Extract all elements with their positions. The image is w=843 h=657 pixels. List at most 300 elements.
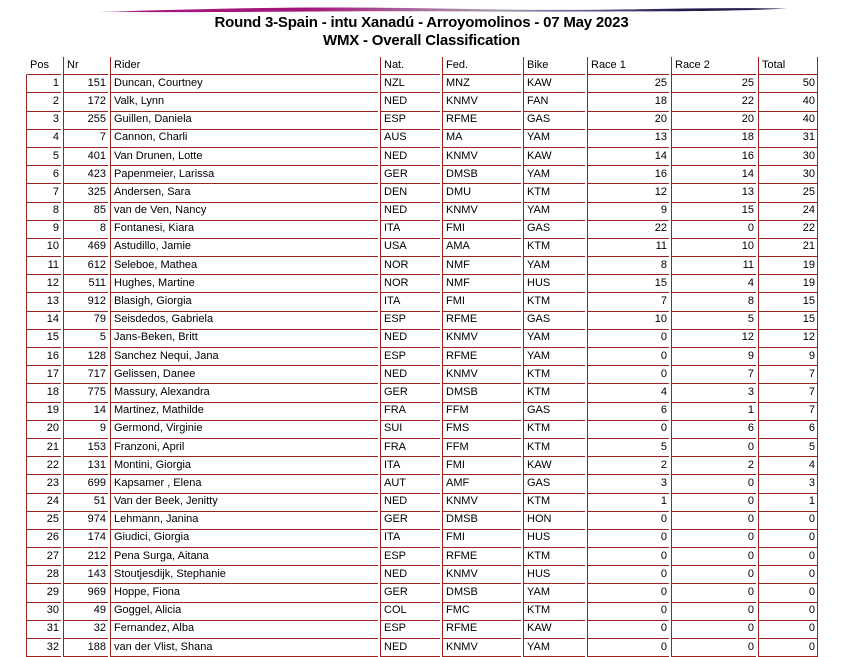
- table-row: [26, 221, 818, 239]
- cell-pos: 3: [26, 112, 61, 130]
- cell-nat: NZL: [380, 75, 440, 93]
- cell-pos: 19: [26, 403, 61, 421]
- cell-total: 0: [758, 584, 818, 602]
- cell-fed: FMS: [442, 421, 521, 439]
- cell-race1: 0: [587, 366, 669, 384]
- cell-nr: 325: [63, 184, 108, 202]
- cell-race2: 13: [671, 184, 756, 202]
- cell-total: 25: [758, 184, 818, 202]
- cell-bike: KAW: [523, 621, 585, 639]
- table-header-row: [26, 57, 818, 75]
- cell-pos: 10: [26, 239, 61, 257]
- table-row: [26, 275, 818, 293]
- cell-bike: KTM: [523, 494, 585, 512]
- table-row: [26, 75, 818, 93]
- cell-race1: 22: [587, 221, 669, 239]
- cell-fed: DMSB: [442, 384, 521, 402]
- column-header-bike: Bike: [523, 57, 585, 75]
- cell-bike: KTM: [523, 184, 585, 202]
- cell-race2: 0: [671, 221, 756, 239]
- cell-fed: FMI: [442, 221, 521, 239]
- cell-rider: Andersen, Sara: [110, 184, 378, 202]
- cell-pos: 18: [26, 384, 61, 402]
- cell-race1: 8: [587, 257, 669, 275]
- cell-rider: Stoutjesdijk, Stephanie: [110, 566, 378, 584]
- cell-race1: 12: [587, 184, 669, 202]
- table-row: [26, 257, 818, 275]
- cell-pos: 27: [26, 548, 61, 566]
- cell-race2: 0: [671, 621, 756, 639]
- cell-race1: 10: [587, 312, 669, 330]
- cell-fed: FMI: [442, 293, 521, 311]
- cell-bike: YAM: [523, 257, 585, 275]
- cell-nat: FRA: [380, 439, 440, 457]
- cell-bike: FAN: [523, 93, 585, 111]
- cell-rider: Jans-Beken, Britt: [110, 330, 378, 348]
- cell-rider: van de Ven, Nancy: [110, 203, 378, 221]
- cell-total: 5: [758, 439, 818, 457]
- cell-rider: Seleboe, Mathea: [110, 257, 378, 275]
- cell-rider: Hoppe, Fiona: [110, 584, 378, 602]
- cell-race2: 15: [671, 203, 756, 221]
- cell-race2: 0: [671, 475, 756, 493]
- cell-race1: 4: [587, 384, 669, 402]
- classification-table: [24, 57, 820, 657]
- cell-nat: COL: [380, 603, 440, 621]
- cell-rider: Pena Surga, Aitana: [110, 548, 378, 566]
- cell-rider: Franzoni, April: [110, 439, 378, 457]
- cell-bike: KTM: [523, 439, 585, 457]
- cell-total: 0: [758, 639, 818, 657]
- cell-nr: 172: [63, 93, 108, 111]
- cell-pos: 5: [26, 148, 61, 166]
- cell-fed: KNMV: [442, 330, 521, 348]
- table-row: [26, 166, 818, 184]
- cell-fed: DMSB: [442, 512, 521, 530]
- cell-bike: KTM: [523, 293, 585, 311]
- cell-fed: MNZ: [442, 75, 521, 93]
- cell-race2: 0: [671, 584, 756, 602]
- cell-pos: 12: [26, 275, 61, 293]
- cell-race1: 14: [587, 148, 669, 166]
- cell-fed: KNMV: [442, 639, 521, 657]
- cell-pos: 14: [26, 312, 61, 330]
- table-row: [26, 421, 818, 439]
- cell-pos: 32: [26, 639, 61, 657]
- cell-fed: NMF: [442, 275, 521, 293]
- cell-race2: 0: [671, 639, 756, 657]
- table-row: [26, 203, 818, 221]
- cell-pos: 28: [26, 566, 61, 584]
- cell-nr: 174: [63, 530, 108, 548]
- cell-nat: AUT: [380, 475, 440, 493]
- cell-race1: 11: [587, 239, 669, 257]
- cell-race2: 7: [671, 366, 756, 384]
- cell-rider: Massury, Alexandra: [110, 384, 378, 402]
- cell-total: 9: [758, 348, 818, 366]
- table-row: [26, 530, 818, 548]
- cell-pos: 25: [26, 512, 61, 530]
- cell-race1: 0: [587, 639, 669, 657]
- cell-nat: ESP: [380, 348, 440, 366]
- cell-nat: ITA: [380, 221, 440, 239]
- cell-pos: 23: [26, 475, 61, 493]
- cell-total: 1: [758, 494, 818, 512]
- cell-rider: Blasigh, Giorgia: [110, 293, 378, 311]
- cell-nat: ESP: [380, 548, 440, 566]
- cell-bike: KTM: [523, 548, 585, 566]
- cell-race2: 0: [671, 512, 756, 530]
- cell-bike: GAS: [523, 475, 585, 493]
- page-title: Round 3-Spain - intu Xanadú - Arroyomolinos - 07 May 2023: [214, 14, 629, 31]
- cell-rider: Seisdedos, Gabriela: [110, 312, 378, 330]
- cell-nr: 9: [63, 421, 108, 439]
- cell-rider: Valk, Lynn: [110, 93, 378, 111]
- cell-fed: KNMV: [442, 366, 521, 384]
- cell-total: 21: [758, 239, 818, 257]
- table-row: [26, 403, 818, 421]
- cell-nat: NOR: [380, 257, 440, 275]
- cell-race2: 2: [671, 457, 756, 475]
- cell-race1: 9: [587, 203, 669, 221]
- table-row: [26, 148, 818, 166]
- cell-nat: ITA: [380, 530, 440, 548]
- cell-total: 3: [758, 475, 818, 493]
- cell-nat: GER: [380, 384, 440, 402]
- cell-nat: NED: [380, 93, 440, 111]
- cell-race2: 18: [671, 130, 756, 148]
- cell-race1: 0: [587, 548, 669, 566]
- cell-nat: NED: [380, 330, 440, 348]
- cell-race2: 22: [671, 93, 756, 111]
- cell-total: 22: [758, 221, 818, 239]
- cell-race1: 0: [587, 584, 669, 602]
- cell-nat: NED: [380, 148, 440, 166]
- cell-rider: Duncan, Courtney: [110, 75, 378, 93]
- cell-fed: FFM: [442, 403, 521, 421]
- cell-nr: 131: [63, 457, 108, 475]
- cell-fed: RFME: [442, 621, 521, 639]
- cell-total: 0: [758, 548, 818, 566]
- cell-race2: 3: [671, 384, 756, 402]
- cell-nat: NED: [380, 639, 440, 657]
- cell-fed: RFME: [442, 348, 521, 366]
- cell-nat: NED: [380, 566, 440, 584]
- cell-bike: HUS: [523, 566, 585, 584]
- cell-race1: 7: [587, 293, 669, 311]
- cell-rider: Papenmeier, Larissa: [110, 166, 378, 184]
- cell-race1: 13: [587, 130, 669, 148]
- cell-nr: 912: [63, 293, 108, 311]
- cell-race1: 0: [587, 530, 669, 548]
- cell-fed: KNMV: [442, 148, 521, 166]
- cell-total: 0: [758, 530, 818, 548]
- cell-nr: 401: [63, 148, 108, 166]
- cell-rider: Van Drunen, Lotte: [110, 148, 378, 166]
- column-header-pos: Pos: [26, 57, 61, 75]
- cell-nr: 153: [63, 439, 108, 457]
- cell-rider: Kapsamer , Elena: [110, 475, 378, 493]
- cell-bike: YAM: [523, 348, 585, 366]
- cell-rider: Cannon, Charli: [110, 130, 378, 148]
- cell-fed: FFM: [442, 439, 521, 457]
- cell-total: 0: [758, 566, 818, 584]
- cell-bike: KAW: [523, 75, 585, 93]
- cell-pos: 16: [26, 348, 61, 366]
- cell-race2: 0: [671, 548, 756, 566]
- cell-nr: 49: [63, 603, 108, 621]
- column-header-rider: Rider: [110, 57, 378, 75]
- cell-nr: 85: [63, 203, 108, 221]
- cell-bike: KTM: [523, 366, 585, 384]
- cell-race1: 1: [587, 494, 669, 512]
- cell-fed: MA: [442, 130, 521, 148]
- cell-pos: 8: [26, 203, 61, 221]
- cell-nr: 151: [63, 75, 108, 93]
- table-row: [26, 366, 818, 384]
- cell-nr: 8: [63, 221, 108, 239]
- column-header-race1: Race 1: [587, 57, 669, 75]
- cell-total: 50: [758, 75, 818, 93]
- cell-pos: 22: [26, 457, 61, 475]
- cell-fed: KNMV: [442, 93, 521, 111]
- cell-pos: 24: [26, 494, 61, 512]
- cell-bike: KAW: [523, 148, 585, 166]
- cell-nr: 717: [63, 366, 108, 384]
- cell-pos: 30: [26, 603, 61, 621]
- cell-nr: 969: [63, 584, 108, 602]
- cell-total: 0: [758, 512, 818, 530]
- cell-race1: 0: [587, 330, 669, 348]
- cell-rider: Montini, Giorgia: [110, 457, 378, 475]
- cell-race2: 8: [671, 293, 756, 311]
- cell-bike: KTM: [523, 603, 585, 621]
- cell-fed: KNMV: [442, 203, 521, 221]
- cell-race2: 5: [671, 312, 756, 330]
- cell-nat: GER: [380, 166, 440, 184]
- cell-nr: 14: [63, 403, 108, 421]
- cell-total: 0: [758, 603, 818, 621]
- cell-nr: 7: [63, 130, 108, 148]
- cell-total: 7: [758, 366, 818, 384]
- cell-bike: GAS: [523, 221, 585, 239]
- cell-race2: 0: [671, 494, 756, 512]
- cell-nr: 423: [63, 166, 108, 184]
- cell-rider: Hughes, Martine: [110, 275, 378, 293]
- cell-race1: 0: [587, 566, 669, 584]
- cell-total: 0: [758, 621, 818, 639]
- cell-rider: Fernandez, Alba: [110, 621, 378, 639]
- cell-total: 7: [758, 403, 818, 421]
- cell-race1: 15: [587, 275, 669, 293]
- cell-nr: 51: [63, 494, 108, 512]
- cell-nat: ESP: [380, 621, 440, 639]
- cell-total: 7: [758, 384, 818, 402]
- cell-pos: 4: [26, 130, 61, 148]
- cell-race2: 20: [671, 112, 756, 130]
- cell-fed: FMI: [442, 457, 521, 475]
- cell-bike: KAW: [523, 457, 585, 475]
- cell-pos: 26: [26, 530, 61, 548]
- cell-nr: 5: [63, 330, 108, 348]
- cell-total: 4: [758, 457, 818, 475]
- cell-rider: Goggel, Alicia: [110, 603, 378, 621]
- cell-nat: USA: [380, 239, 440, 257]
- cell-race1: 25: [587, 75, 669, 93]
- cell-race2: 16: [671, 148, 756, 166]
- cell-fed: DMSB: [442, 166, 521, 184]
- cell-nat: GER: [380, 584, 440, 602]
- cell-total: 30: [758, 166, 818, 184]
- cell-race1: 16: [587, 166, 669, 184]
- column-header-fed: Fed.: [442, 57, 521, 75]
- cell-nr: 511: [63, 275, 108, 293]
- cell-race1: 0: [587, 421, 669, 439]
- page-subtitle: WMX - Overall Classification: [323, 32, 520, 49]
- cell-bike: YAM: [523, 584, 585, 602]
- cell-rider: Astudillo, Jamie: [110, 239, 378, 257]
- table-body: [26, 75, 818, 657]
- cell-bike: KTM: [523, 421, 585, 439]
- cell-bike: GAS: [523, 403, 585, 421]
- table-row: [26, 457, 818, 475]
- column-header-total: Total: [758, 57, 818, 75]
- cell-total: 19: [758, 275, 818, 293]
- cell-race1: 6: [587, 403, 669, 421]
- cell-bike: YAM: [523, 130, 585, 148]
- cell-nat: ESP: [380, 112, 440, 130]
- cell-bike: YAM: [523, 639, 585, 657]
- cell-total: 31: [758, 130, 818, 148]
- cell-nat: ITA: [380, 457, 440, 475]
- table-row: [26, 639, 818, 657]
- cell-race2: 14: [671, 166, 756, 184]
- table-row: [26, 566, 818, 584]
- cell-bike: GAS: [523, 112, 585, 130]
- cell-race2: 10: [671, 239, 756, 257]
- cell-fed: KNMV: [442, 566, 521, 584]
- table-row: [26, 93, 818, 111]
- cell-rider: Germond, Virginie: [110, 421, 378, 439]
- table-row: [26, 184, 818, 202]
- cell-race2: 6: [671, 421, 756, 439]
- cell-nr: 255: [63, 112, 108, 130]
- cell-nat: FRA: [380, 403, 440, 421]
- cell-race2: 1: [671, 403, 756, 421]
- cell-nat: ITA: [380, 293, 440, 311]
- cell-rider: Gelissen, Danee: [110, 366, 378, 384]
- cell-fed: AMA: [442, 239, 521, 257]
- cell-race2: 11: [671, 257, 756, 275]
- cell-race2: 12: [671, 330, 756, 348]
- cell-race1: 0: [587, 603, 669, 621]
- cell-total: 15: [758, 312, 818, 330]
- cell-fed: DMSB: [442, 584, 521, 602]
- table-row: [26, 348, 818, 366]
- table-row: [26, 130, 818, 148]
- cell-total: 40: [758, 93, 818, 111]
- cell-bike: KTM: [523, 239, 585, 257]
- cell-rider: van der Vlist, Shana: [110, 639, 378, 657]
- cell-pos: 7: [26, 184, 61, 202]
- cell-rider: Giudici, Giorgia: [110, 530, 378, 548]
- cell-nat: NED: [380, 203, 440, 221]
- cell-fed: NMF: [442, 257, 521, 275]
- report-header: [0, 14, 843, 50]
- cell-total: 15: [758, 293, 818, 311]
- cell-total: 19: [758, 257, 818, 275]
- cell-nat: ESP: [380, 312, 440, 330]
- cell-bike: HUS: [523, 275, 585, 293]
- cell-nat: SUI: [380, 421, 440, 439]
- cell-race1: 0: [587, 512, 669, 530]
- cell-bike: HON: [523, 512, 585, 530]
- cell-bike: GAS: [523, 312, 585, 330]
- cell-pos: 20: [26, 421, 61, 439]
- cell-pos: 1: [26, 75, 61, 93]
- cell-race2: 4: [671, 275, 756, 293]
- cell-fed: FMC: [442, 603, 521, 621]
- cell-nr: 699: [63, 475, 108, 493]
- cell-total: 24: [758, 203, 818, 221]
- cell-nr: 612: [63, 257, 108, 275]
- table-row: [26, 548, 818, 566]
- cell-race1: 0: [587, 348, 669, 366]
- cell-race1: 20: [587, 112, 669, 130]
- cell-race1: 0: [587, 621, 669, 639]
- cell-rider: Lehmann, Janina: [110, 512, 378, 530]
- cell-nat: NOR: [380, 275, 440, 293]
- cell-race2: 0: [671, 439, 756, 457]
- cell-rider: Sanchez Nequi, Jana: [110, 348, 378, 366]
- table-row: [26, 312, 818, 330]
- cell-race1: 5: [587, 439, 669, 457]
- table-row: [26, 584, 818, 602]
- cell-pos: 9: [26, 221, 61, 239]
- table-row: [26, 512, 818, 530]
- cell-nat: GER: [380, 512, 440, 530]
- cell-race1: 2: [587, 457, 669, 475]
- cell-race2: 0: [671, 603, 756, 621]
- cell-nr: 188: [63, 639, 108, 657]
- cell-bike: YAM: [523, 203, 585, 221]
- table-row: [26, 293, 818, 311]
- cell-race2: 25: [671, 75, 756, 93]
- cell-fed: RFME: [442, 548, 521, 566]
- table-row: [26, 475, 818, 493]
- cell-race1: 3: [587, 475, 669, 493]
- cell-race1: 18: [587, 93, 669, 111]
- table-row: [26, 603, 818, 621]
- cell-pos: 2: [26, 93, 61, 111]
- table-row: [26, 239, 818, 257]
- cell-nat: DEN: [380, 184, 440, 202]
- cell-bike: HUS: [523, 530, 585, 548]
- cell-pos: 21: [26, 439, 61, 457]
- cell-pos: 11: [26, 257, 61, 275]
- cell-fed: KNMV: [442, 494, 521, 512]
- cell-bike: YAM: [523, 166, 585, 184]
- cell-nr: 974: [63, 512, 108, 530]
- cell-pos: 17: [26, 366, 61, 384]
- table-row: [26, 112, 818, 130]
- cell-race2: 9: [671, 348, 756, 366]
- cell-fed: FMI: [442, 530, 521, 548]
- cell-nr: 775: [63, 384, 108, 402]
- cell-pos: 29: [26, 584, 61, 602]
- cell-bike: KTM: [523, 384, 585, 402]
- cell-race2: 0: [671, 530, 756, 548]
